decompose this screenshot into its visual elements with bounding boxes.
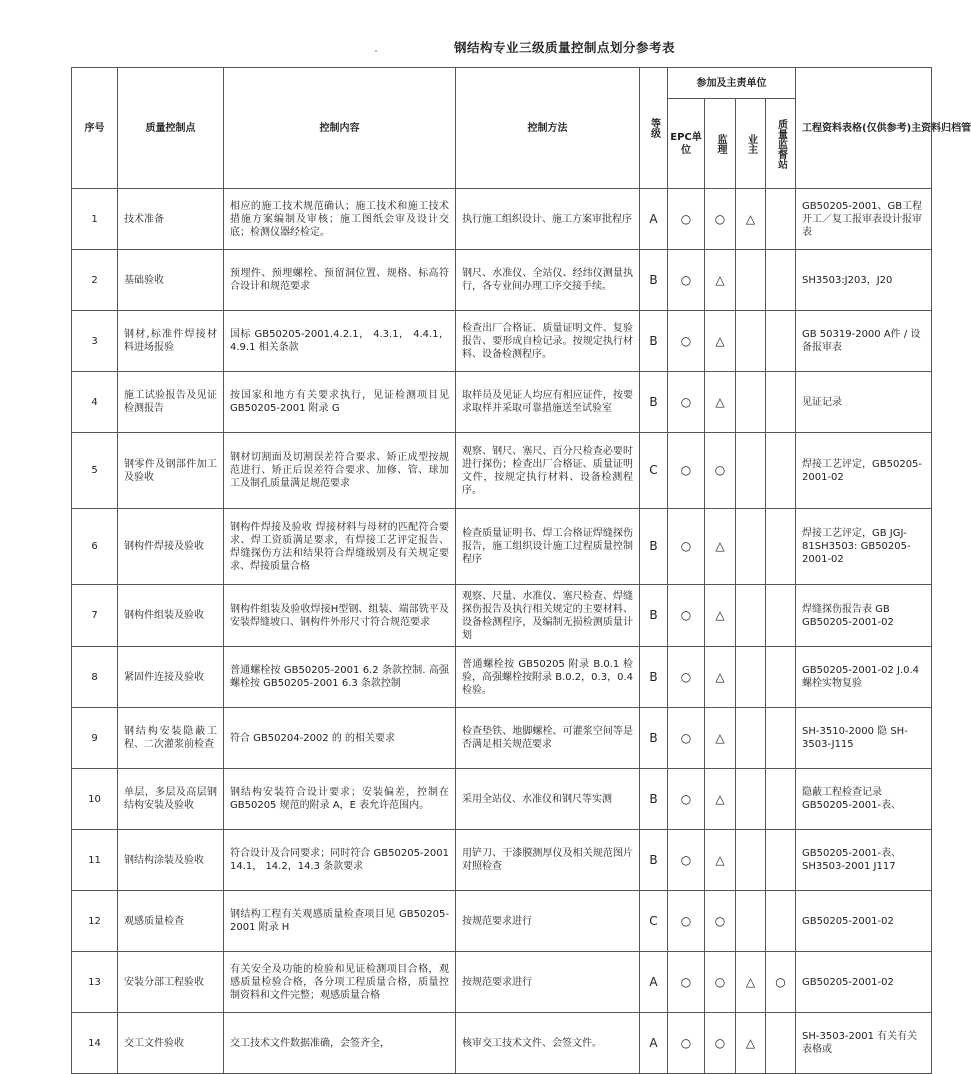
control-point: 安装分部工程验收 — [118, 952, 224, 1013]
control-point: 钢构件组装及验收 — [118, 585, 224, 647]
document-title: 钢结构专业三级质量控制点划分参考表 — [454, 40, 676, 55]
owner-mark — [736, 250, 766, 311]
grade: B — [640, 647, 668, 708]
header-supervision: 监理 — [705, 99, 736, 189]
control-content: 钢结构工程有关观感质量检查项目见 GB50205-2001 附录 H — [224, 891, 456, 952]
control-point: 单层，多层及高层钢结构安装及验收 — [118, 769, 224, 830]
supervision-mark: ○ — [705, 433, 736, 509]
epc-mark: ○ — [668, 830, 705, 891]
header-records: 工程资料表格(仅供参考)主资料归档管 — [796, 68, 932, 189]
supervision-mark: △ — [705, 311, 736, 372]
table-row — [72, 647, 932, 708]
control-method: 普通螺栓按 GB50205 附录 B.0.1 检验，高强螺栓按附录 B.0.2，0.3，0.4 检验。 — [456, 647, 640, 708]
supervision-mark: ○ — [705, 952, 736, 1013]
row-number: 10 — [72, 769, 118, 830]
quality-station-mark — [766, 891, 796, 952]
control-point: 钢构件焊接及验收 — [118, 509, 224, 585]
supervision-mark: △ — [705, 769, 736, 830]
row-number: 5 — [72, 433, 118, 509]
grade: A — [640, 1013, 668, 1074]
control-content: 符合 GB50204-2002 的 的相关要求 — [224, 708, 456, 769]
supervision-mark: △ — [705, 372, 736, 433]
control-content: 相应的施工技术规范确认；施工技术和施工技术措施方案编制及审核；施工图纸会审及设计交底；检测仪器经检定。 — [224, 189, 456, 250]
records: GB50205-2001-02 — [796, 952, 932, 1013]
control-content: 普通螺栓按 GB50205-2001 6.2 条款控制. 高强螺栓按 GB50205-2001 6.3 条款控制 — [224, 647, 456, 708]
records: SH-3503-2001 有关有关表格或 — [796, 1013, 932, 1074]
records: 焊接工艺评定，GB50205-2001-02 — [796, 433, 932, 509]
supervision-mark: ○ — [705, 189, 736, 250]
grade: B — [640, 372, 668, 433]
control-point: 技术准备 — [118, 189, 224, 250]
control-point: 紧固件连接及验收 — [118, 647, 224, 708]
epc-mark: ○ — [668, 769, 705, 830]
control-content: 预埋件、预埋螺栓、预留洞位置、规格、标高符合设计和规范要求 — [224, 250, 456, 311]
control-method: 钢尺、水准仪、全站仪、经纬仪测量执行，各专业间办理工序交接手续。 — [456, 250, 640, 311]
records: 见证记录 — [796, 372, 932, 433]
row-number: 9 — [72, 708, 118, 769]
header-quality-station: 质量监督站 — [766, 99, 796, 189]
control-content: 钢构件组装及验收焊接H型钢、组装、端部铣平及安装焊缝坡口、钢构件外形尺寸符合规范要求 — [224, 585, 456, 647]
owner-mark — [736, 708, 766, 769]
owner-mark — [736, 433, 766, 509]
epc-mark: ○ — [668, 647, 705, 708]
row-number: 1 — [72, 189, 118, 250]
control-method: 用铲刀、干漆膜测厚仪及相关规范图片对照检查 — [456, 830, 640, 891]
records: SH-3510-2000 隐 SH-3503-J115 — [796, 708, 932, 769]
owner-mark — [736, 509, 766, 585]
records: 焊接工艺评定，GB JGJ-81SH3503: GB50205-2001-02 — [796, 509, 932, 585]
epc-mark: ○ — [668, 585, 705, 647]
control-point: 观感质量检查 — [118, 891, 224, 952]
control-content: 国标 GB50205-2001.4.2.1， 4.3.1， 4.4.1，4.9.1 相关条款 — [224, 311, 456, 372]
owner-mark: △ — [736, 189, 766, 250]
table-row — [72, 311, 932, 372]
header-owner: 业主 — [736, 99, 766, 189]
table-row — [72, 708, 932, 769]
epc-mark: ○ — [668, 708, 705, 769]
grade: B — [640, 585, 668, 647]
owner-mark — [736, 830, 766, 891]
supervision-mark: △ — [705, 250, 736, 311]
quality-station-mark — [766, 311, 796, 372]
control-method: 核审交工技术文件、会签文件。 — [456, 1013, 640, 1074]
supervision-mark: △ — [705, 830, 736, 891]
row-number: 3 — [72, 311, 118, 372]
control-content: 钢材切割面及切割误差符合要求、矫正成型按规范进行、矫正后误差符合要求、加修、管、球加工及制孔质量满足规范要求 — [224, 433, 456, 509]
table-row — [72, 250, 932, 311]
records: GB50205-2001-02 — [796, 891, 932, 952]
header-content: 控制内容 — [224, 68, 456, 189]
grade: B — [640, 830, 668, 891]
quality-station-mark — [766, 433, 796, 509]
records: GB 50319-2000 A件 / 设备报审表 — [796, 311, 932, 372]
table-header — [72, 68, 971, 189]
control-content: 符合设计及合同要求；同时符合 GB50205-2001 14.1， 14.2，14.3 条款要求 — [224, 830, 456, 891]
control-content: 交工技术文件数据准确，会签齐全， — [224, 1013, 456, 1074]
control-method: 检查出厂合格证、质量证明文件、复验报告、要形成自检记录。按规定执行材料、设备检测程序。 — [456, 311, 640, 372]
header-seq: 序号 — [72, 68, 118, 189]
supervision-mark: △ — [705, 647, 736, 708]
quality-station-mark — [766, 509, 796, 585]
owner-mark — [736, 647, 766, 708]
row-number: 14 — [72, 1013, 118, 1074]
grade: B — [640, 311, 668, 372]
epc-mark: ○ — [668, 433, 705, 509]
row-number: 2 — [72, 250, 118, 311]
control-method: 按规范要求进行 — [456, 891, 640, 952]
table-row — [72, 585, 932, 647]
header-units-group: 参加及主责单位 — [668, 68, 796, 99]
row-number: 4 — [72, 372, 118, 433]
supervision-mark: △ — [705, 708, 736, 769]
control-point: 钢结构安装隐蔽工程、二次灌浆前检查 — [118, 708, 224, 769]
control-method: 按规范要求进行 — [456, 952, 640, 1013]
quality-station-mark: ○ — [766, 952, 796, 1013]
quality-station-mark — [766, 372, 796, 433]
quality-station-mark — [766, 1013, 796, 1074]
supervision-mark: △ — [705, 585, 736, 647]
control-point: 钢零件及钢部件加工及验收 — [118, 433, 224, 509]
records: 隐蔽工程检查记录 GB50205-2001-表、 — [796, 769, 932, 830]
row-number: 11 — [72, 830, 118, 891]
scan-speck — [375, 50, 377, 52]
control-point: 钢材,标准件焊接材料进场报验 — [118, 311, 224, 372]
quality-station-mark — [766, 708, 796, 769]
grade: C — [640, 891, 668, 952]
owner-mark — [736, 769, 766, 830]
table-body — [72, 189, 932, 1074]
grade: B — [640, 250, 668, 311]
owner-mark — [736, 311, 766, 372]
row-number: 12 — [72, 891, 118, 952]
epc-mark: ○ — [668, 311, 705, 372]
control-content: 钢构件焊接及验收 焊接材料与母材的匹配符合要求、焊工资质满足要求，有焊接工艺评定报告、焊缝探伤方法和结果符合焊缝级别及有关规定要求、焊接质量合格 — [224, 509, 456, 585]
records: GB50205-2001-表、SH3503-2001 J117 — [796, 830, 932, 891]
table-row — [72, 891, 932, 952]
epc-mark: ○ — [668, 952, 705, 1013]
supervision-mark: ○ — [705, 891, 736, 952]
table-row — [72, 769, 932, 830]
header-grade: 等级 — [640, 68, 668, 189]
control-content: 钢结构安装符合设计要求；安装偏差，控制在 GB50205 规范的附录 A，E 表允许范围内。 — [224, 769, 456, 830]
records: GB50205-2001、GB工程开工／复工报审表设计报审表 — [796, 189, 932, 250]
control-method: 观察、钢尺、塞尺、百分尺检查必要时进行探伤；检查出厂合格证、质量证明文件，按规定执行材料、设备检测程序。 — [456, 433, 640, 509]
grade: B — [640, 509, 668, 585]
grade: A — [640, 952, 668, 1013]
records: 焊缝探伤报告表 GB GB50205-2001-02 — [796, 585, 932, 647]
table-row — [72, 952, 932, 1013]
supervision-mark: △ — [705, 509, 736, 585]
table-row — [72, 509, 932, 585]
owner-mark — [736, 891, 766, 952]
owner-mark: △ — [736, 1013, 766, 1074]
epc-mark: ○ — [668, 891, 705, 952]
quality-station-mark — [766, 189, 796, 250]
control-method: 采用全站仪、水准仪和钢尺等实测 — [456, 769, 640, 830]
header-method: 控制方法 — [456, 68, 640, 189]
control-method: 检查垫铁、地脚螺栓、可灌浆空间等是否满足相关规范要求 — [456, 708, 640, 769]
quality-station-mark — [766, 769, 796, 830]
supervision-mark: ○ — [705, 1013, 736, 1074]
owner-mark — [736, 585, 766, 647]
quality-station-mark — [766, 647, 796, 708]
table-row — [72, 1013, 932, 1074]
control-point: 交工文件验收 — [118, 1013, 224, 1074]
header-epc: EPC单位 — [668, 99, 705, 189]
grade: B — [640, 769, 668, 830]
table-row — [72, 433, 932, 509]
row-number: 7 — [72, 585, 118, 647]
row-number: 8 — [72, 647, 118, 708]
grade: B — [640, 708, 668, 769]
epc-mark: ○ — [668, 372, 705, 433]
control-method: 取样员及见证人均应有相应证件，按要求取样并采取可靠措施送至试验室 — [456, 372, 640, 433]
control-point: 钢结构涂装及验收 — [118, 830, 224, 891]
epc-mark: ○ — [668, 189, 705, 250]
row-number: 13 — [72, 952, 118, 1013]
owner-mark — [736, 372, 766, 433]
row-number: 6 — [72, 509, 118, 585]
control-point: 施工试验报告及见证检测报告 — [118, 372, 224, 433]
records: SH3503:J203，J20 — [796, 250, 932, 311]
control-method: 观察、尺量、水准仪、塞尺检查、焊缝探伤报告及执行相关规定的主要材料、设备检测程序，及编制无损检测质量计划 — [456, 585, 640, 647]
epc-mark: ○ — [668, 509, 705, 585]
epc-mark: ○ — [668, 1013, 705, 1074]
quality-station-mark — [766, 250, 796, 311]
table-row — [72, 189, 932, 250]
table-row — [72, 830, 932, 891]
header-point: 质量控制点 — [118, 68, 224, 189]
quality-station-mark — [766, 830, 796, 891]
control-point: 基础验收 — [118, 250, 224, 311]
table-row — [72, 372, 932, 433]
control-content: 有关安全及功能的检验和见证检测项目合格，观感质量检验合格，各分项工程质量合格，质量控制资料和文件完整；观感质量合格 — [224, 952, 456, 1013]
control-method: 执行施工组织设计、施工方案审批程序 — [456, 189, 640, 250]
control-method: 检查质量证明书、焊工合格证焊缝探伤报告，施工组织设计施工过程质量控制程序 — [456, 509, 640, 585]
owner-mark: △ — [736, 952, 766, 1013]
quality-control-table — [71, 67, 971, 1074]
epc-mark: ○ — [668, 250, 705, 311]
control-content: 按国家和地方有关要求执行，见证检测项目见 GB50205-2001 附录 G — [224, 372, 456, 433]
grade: C — [640, 433, 668, 509]
grade: A — [640, 189, 668, 250]
quality-station-mark — [766, 585, 796, 647]
records: GB50205-2001-02 J.0.4 螺栓实物复验 — [796, 647, 932, 708]
